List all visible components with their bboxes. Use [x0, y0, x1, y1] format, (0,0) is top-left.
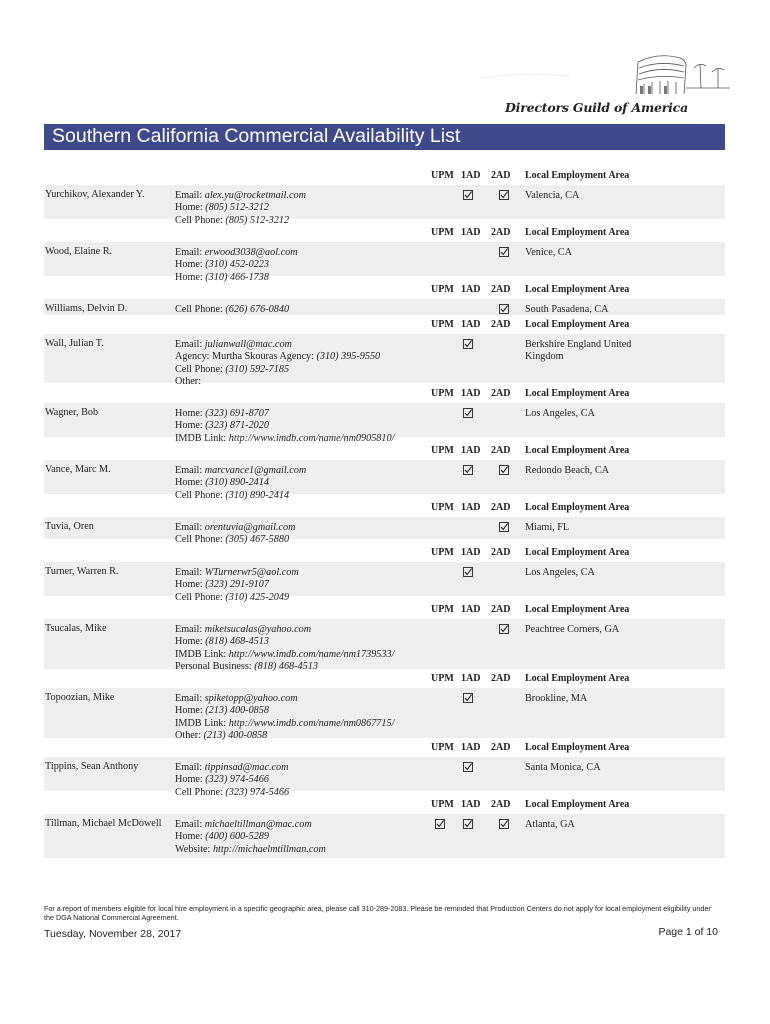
contact-line [175, 831, 326, 843]
checkbox-checked-icon [463, 339, 473, 349]
contact-value: (310) 466-1738 [205, 271, 269, 283]
header-area: Local Employment Area [525, 227, 630, 238]
contact-value: miketsucalas@yahoo.com [204, 624, 312, 635]
contact-line [175, 364, 380, 376]
contact-value: julianwall@mac.com [204, 339, 292, 350]
employment-area: South Pasadena, CA [525, 304, 609, 315]
contact-label: Website: [175, 843, 211, 855]
header-2ad: 2AD [491, 673, 511, 684]
contact-value: (213) 400-0858 [203, 730, 268, 742]
header-upm: UPM [431, 673, 454, 684]
employment-area: Valencia, CA [525, 190, 580, 201]
contact-info [175, 339, 380, 389]
contact-value: (305) 467-5880 [225, 534, 290, 546]
contact-label: Cell Phone: [175, 214, 223, 226]
header-area: Local Employment Area [525, 673, 630, 684]
contact-label: Cell Phone: [175, 363, 223, 375]
contact-value: (310) 395-9550 [316, 351, 381, 363]
header-1ad: 1AD [461, 170, 481, 181]
contact-line [175, 408, 394, 420]
record-row [44, 440, 725, 501]
header-1ad: 1AD [461, 227, 481, 238]
header-upm: UPM [431, 742, 454, 753]
contact-label: Email: [175, 567, 203, 578]
contact-label: Cell Phone: [175, 591, 223, 603]
checkbox-checked-icon [463, 693, 473, 703]
record-row [44, 383, 725, 444]
member-name: Yurchikov, Alexander Y. [45, 189, 145, 200]
contact-line [175, 636, 394, 648]
header-area: Local Employment Area [525, 170, 630, 181]
member-name: Tippins, Sean Anthony [45, 761, 139, 772]
header-2ad: 2AD [491, 388, 511, 399]
contact-label: Home: [175, 477, 203, 489]
header-2ad: 2AD [491, 742, 511, 753]
contact-value: http://www.imdb.com/name/nm0867715/ [228, 717, 395, 729]
page-number: Page 1 of 10 [658, 926, 718, 938]
contact-value: (310) 592-7185 [225, 363, 290, 375]
header-2ad: 2AD [491, 799, 511, 810]
employment-area: Venice, CA [525, 247, 572, 258]
contact-value: (818) 468-4513 [205, 636, 269, 648]
record-row [44, 668, 725, 742]
checkbox-checked-icon [499, 304, 509, 314]
contact-line [175, 649, 394, 661]
contact-line [175, 844, 326, 856]
checkbox-checked-icon [463, 762, 473, 772]
contact-label: Home: [175, 831, 203, 843]
contact-line [175, 465, 306, 477]
contact-label: Home: [175, 774, 203, 786]
contact-line [175, 190, 306, 202]
contact-value: (213) 400-0858 [205, 705, 269, 717]
checkbox-checked-icon [499, 819, 509, 829]
header-1ad: 1AD [461, 547, 481, 558]
header-upm: UPM [431, 547, 454, 558]
footer-date: Tuesday, November 28, 2017 [44, 928, 182, 940]
contact-value: alex.yu@rocketmail.com [204, 190, 306, 201]
contact-line [175, 693, 394, 705]
record-row [44, 737, 725, 798]
contact-label: Cell Phone: [175, 534, 223, 546]
contact-label: Personal Business: [175, 661, 252, 673]
checkbox-checked-icon [499, 247, 509, 257]
contact-label: Other: [175, 730, 202, 742]
header-upm: UPM [431, 445, 454, 456]
contact-line [175, 477, 306, 489]
header-upm: UPM [431, 502, 454, 513]
contact-line [175, 351, 380, 363]
contact-value: (323) 871-2020 [205, 420, 269, 432]
record-row [44, 599, 725, 673]
checkbox-checked-icon [435, 819, 445, 829]
contact-label: Cell Phone: [175, 304, 223, 315]
header-2ad: 2AD [491, 319, 511, 330]
contact-label: Cell Phone: [175, 786, 223, 798]
employment-area: Los Angeles, CA [525, 567, 595, 578]
contact-value: (805) 512-3212 [205, 202, 269, 214]
contact-label: Email: [175, 522, 203, 533]
contact-value: (323) 974-5466 [205, 774, 269, 786]
header-2ad: 2AD [491, 604, 511, 615]
member-name: Wagner, Bob [45, 407, 99, 418]
record-row [44, 222, 725, 283]
checkbox-checked-icon [499, 190, 509, 200]
checkbox-checked-icon [499, 624, 509, 634]
contact-label: Other: [175, 376, 202, 388]
contact-label: Cell Phone: [175, 489, 223, 501]
contact-line [175, 762, 289, 774]
header-1ad: 1AD [461, 284, 481, 295]
contact-label: Email: [175, 465, 203, 476]
contact-value: (310) 425-2049 [225, 591, 290, 603]
page-title: Southern California Commercial Availability List [52, 125, 461, 147]
contact-info [175, 693, 394, 743]
header-1ad: 1AD [461, 445, 481, 456]
header-upm: UPM [431, 604, 454, 615]
header-1ad: 1AD [461, 673, 481, 684]
contact-label: Email: [175, 819, 203, 830]
member-name: Wall, Julian T. [45, 338, 104, 349]
contact-value: (323) 974-5466 [225, 786, 290, 798]
contact-line [175, 579, 299, 591]
contact-label: Home: [175, 259, 203, 271]
contact-value: erwood3038@aol.com [204, 247, 298, 258]
contact-line [175, 202, 306, 214]
contact-label: Agency: Murtha Skouras Agency: [175, 351, 314, 363]
contact-value: http://www.imdb.com/name/nm0905810/ [228, 432, 395, 444]
header-2ad: 2AD [491, 547, 511, 558]
header-1ad: 1AD [461, 799, 481, 810]
member-name: Wood, Elaine R. [45, 246, 113, 257]
dga-logo [480, 48, 730, 116]
contact-label: Home: [175, 420, 203, 432]
record-row [44, 497, 725, 546]
contact-value: (626) 676-0840 [225, 304, 290, 315]
contact-value: (805) 512-3212 [225, 214, 290, 226]
member-name: Tsucalas, Mike [45, 623, 107, 634]
contact-value: WTurnerwr5@aol.com [204, 567, 299, 578]
contact-label: Email: [175, 339, 203, 350]
contact-label: Email: [175, 624, 203, 635]
header-area: Local Employment Area [525, 445, 630, 456]
header-1ad: 1AD [461, 604, 481, 615]
contact-label: Home: [175, 271, 203, 283]
footer-note: For a report of members eligible for local hire employment in a specific geographic area, please call 310-289-2083. Please be reminded that Production Centers do not apply for local employment eligibility under the DGA National Commercial Agreement. [44, 904, 711, 922]
contact-label: Home: [175, 579, 203, 591]
contact-label: Email: [175, 190, 203, 201]
employment-area: Peachtree Corners, GA [525, 624, 620, 635]
header-upm: UPM [431, 284, 454, 295]
employment-area: Redondo Beach, CA [525, 465, 610, 476]
contact-line [175, 522, 295, 534]
contact-line [175, 624, 394, 636]
contact-label: IMDB Link: [175, 648, 227, 660]
contact-value: orentuvia@gmail.com [204, 522, 296, 533]
checkbox-checked-icon [463, 408, 473, 418]
contact-line [175, 567, 299, 579]
contact-value: marcvance1@gmail.com [204, 465, 307, 476]
contact-line [175, 420, 394, 432]
header-area: Local Employment Area [525, 742, 630, 753]
contact-value: (323) 691-8707 [205, 408, 269, 419]
contact-label: Home: [175, 408, 203, 419]
contact-value: (818) 468-4513 [254, 661, 318, 673]
title-bar [44, 124, 725, 150]
contact-line [175, 259, 298, 271]
header-upm: UPM [431, 227, 454, 238]
header-upm: UPM [431, 799, 454, 810]
header-area: Local Employment Area [525, 502, 630, 513]
header-upm: UPM [431, 170, 454, 181]
contact-label: Home: [175, 705, 203, 717]
contact-line [175, 705, 394, 717]
employment-area: Los Angeles, CA [525, 408, 595, 419]
header-2ad: 2AD [491, 445, 511, 456]
contact-label: IMDB Link: [175, 432, 227, 444]
employment-area: Miami, FL [525, 522, 570, 533]
contact-value: (310) 890-2414 [225, 489, 290, 501]
header-area: Local Employment Area [525, 388, 630, 399]
contact-info [175, 819, 326, 856]
contact-value: (310) 452-0223 [205, 259, 269, 271]
checkbox-checked-icon [499, 465, 509, 475]
contact-line [175, 774, 289, 786]
header-area: Local Employment Area [525, 319, 630, 330]
contact-line [175, 247, 298, 259]
contact-value: michaeltillman@mac.com [204, 819, 312, 830]
record-row [44, 165, 725, 226]
header-1ad: 1AD [461, 742, 481, 753]
contact-label: Email: [175, 693, 203, 704]
header-upm: UPM [431, 388, 454, 399]
contact-info [175, 624, 394, 674]
contact-label: Home: [175, 202, 203, 214]
checkbox-checked-icon [463, 465, 473, 475]
record-row [44, 794, 725, 858]
record-row [44, 314, 725, 388]
employment-area: Berkshire England United Kingdom [525, 339, 632, 363]
header-2ad: 2AD [491, 170, 511, 181]
header-area: Local Employment Area [525, 604, 630, 615]
header-2ad: 2AD [491, 227, 511, 238]
header-area: Local Employment Area [525, 799, 630, 810]
employment-area: Atlanta, GA [525, 819, 575, 830]
header-area: Local Employment Area [525, 284, 630, 295]
member-name: Tuvia, Oren [45, 521, 94, 532]
contact-value: spiketopp@yahoo.com [204, 693, 298, 704]
record-row [44, 279, 725, 315]
contact-label: Home: [175, 636, 203, 648]
contact-value: tippinsad@mac.com [204, 762, 289, 773]
member-name: Tillman, Michael McDowell [45, 818, 162, 829]
checkbox-checked-icon [463, 819, 473, 829]
header-2ad: 2AD [491, 284, 511, 295]
member-name: Turner, Warren R. [45, 566, 119, 577]
employment-area: Santa Monica, CA [525, 762, 601, 773]
contact-label: IMDB Link: [175, 717, 227, 729]
header-1ad: 1AD [461, 319, 481, 330]
contact-value: (310) 890-2414 [205, 477, 269, 489]
contact-value: (323) 291-9107 [205, 579, 269, 591]
member-name: Williams, Delvin D. [45, 303, 128, 314]
member-name: Vance, Marc M. [45, 464, 111, 475]
header-2ad: 2AD [491, 502, 511, 513]
header-upm: UPM [431, 319, 454, 330]
contact-value: http://www.imdb.com/name/nm1739533/ [228, 648, 395, 660]
member-name: Topoozian, Mike [45, 692, 115, 703]
checkbox-checked-icon [463, 567, 473, 577]
contact-label: Email: [175, 762, 203, 773]
header-area: Local Employment Area [525, 547, 630, 558]
contact-value: (400) 600-5289 [205, 831, 269, 843]
header-1ad: 1AD [461, 388, 481, 399]
record-row [44, 542, 725, 603]
contact-line [175, 339, 380, 351]
checkbox-checked-icon [499, 522, 509, 532]
logo-text: Directors Guild of America [505, 100, 688, 115]
header-1ad: 1AD [461, 502, 481, 513]
checkbox-checked-icon [463, 190, 473, 200]
contact-value: http://michaelmtillman.com [212, 843, 326, 855]
contact-line [175, 819, 326, 831]
employment-area: Brookline, MA [525, 693, 588, 704]
contact-label: Email: [175, 247, 203, 258]
contact-line [175, 718, 394, 730]
